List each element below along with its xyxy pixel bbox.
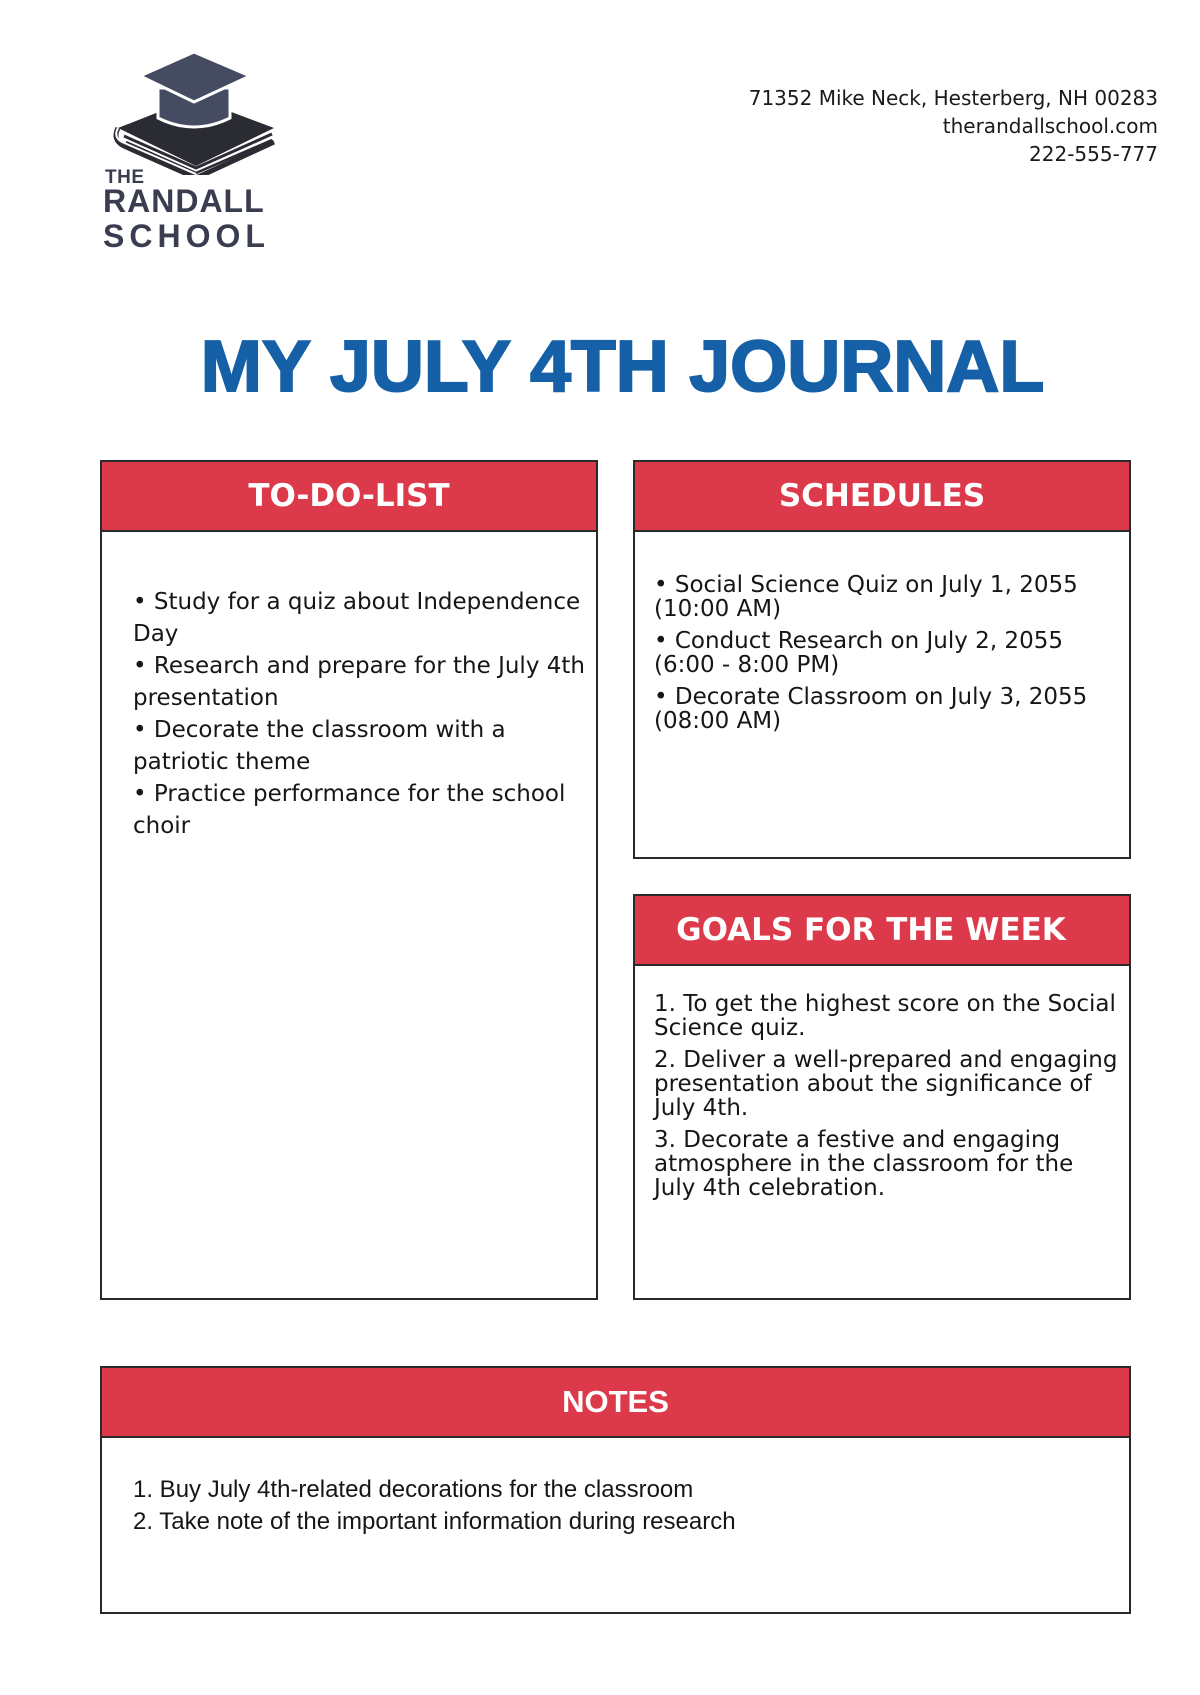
- logo-text-school: SCHOOL: [103, 218, 270, 254]
- todo-list-heading: TO-DO-LIST: [102, 462, 596, 532]
- note-items: [133, 1474, 1129, 1538]
- graduation-cap-on-book-icon: [110, 50, 280, 175]
- todo-item: • Study for a quiz about Independence Day: [133, 589, 581, 647]
- website-link[interactable]: therandallschool.com: [942, 114, 1158, 138]
- notes-section: [100, 1366, 1131, 1614]
- schedule-items: [654, 573, 1127, 741]
- goal-items: [654, 992, 1121, 1208]
- schedule-item: • Decorate Classroom on July 3, 2055 (08:00 AM): [654, 684, 1088, 734]
- goals-heading: GOALS FOR THE WEEK: [635, 896, 1129, 966]
- schedule-item: • Conduct Research on July 2, 2055 (6:00 - 8:00 PM): [654, 628, 1063, 678]
- notes-heading: NOTES: [102, 1368, 1129, 1438]
- school-logo: [100, 50, 290, 260]
- schedules-heading: SCHEDULES: [635, 462, 1129, 532]
- schedule-item: • Social Science Quiz on July 1, 2055 (10:00 AM): [654, 572, 1078, 622]
- goals-section: [633, 894, 1131, 1300]
- todo-item: • Research and prepare for the July 4th presentation: [133, 653, 585, 711]
- goal-item: 2. Deliver a well-prepared and engaging presentation about the significance of July 4th.: [654, 1047, 1118, 1121]
- schedules-section: [633, 460, 1131, 859]
- contact-info: [749, 84, 1158, 168]
- logo-text-randall: RANDALL: [103, 183, 265, 219]
- page-title: MY JULY 4TH JOURNAL: [200, 327, 1045, 407]
- goal-item: 1. To get the highest score on the Social Science quiz.: [654, 991, 1116, 1041]
- todo-list-section: [100, 460, 598, 1300]
- goal-item: 3. Decorate a festive and engaging atmosphere in the classroom for the July 4th celebration.: [654, 1127, 1074, 1201]
- address: 71352 Mike Neck, Hesterberg, NH 00283: [748, 86, 1158, 110]
- todo-item: • Practice performance for the school choir: [133, 781, 566, 839]
- logo-text-the: THE: [105, 167, 145, 188]
- note-item: 2. Take note of the important information during research: [133, 1508, 736, 1535]
- todo-list-items: [133, 586, 592, 842]
- note-item: 1. Buy July 4th-related decorations for the classroom: [133, 1476, 694, 1503]
- phone-number: 222-555-777: [1029, 142, 1158, 166]
- todo-item: • Decorate the classroom with a patriotic theme: [133, 717, 506, 775]
